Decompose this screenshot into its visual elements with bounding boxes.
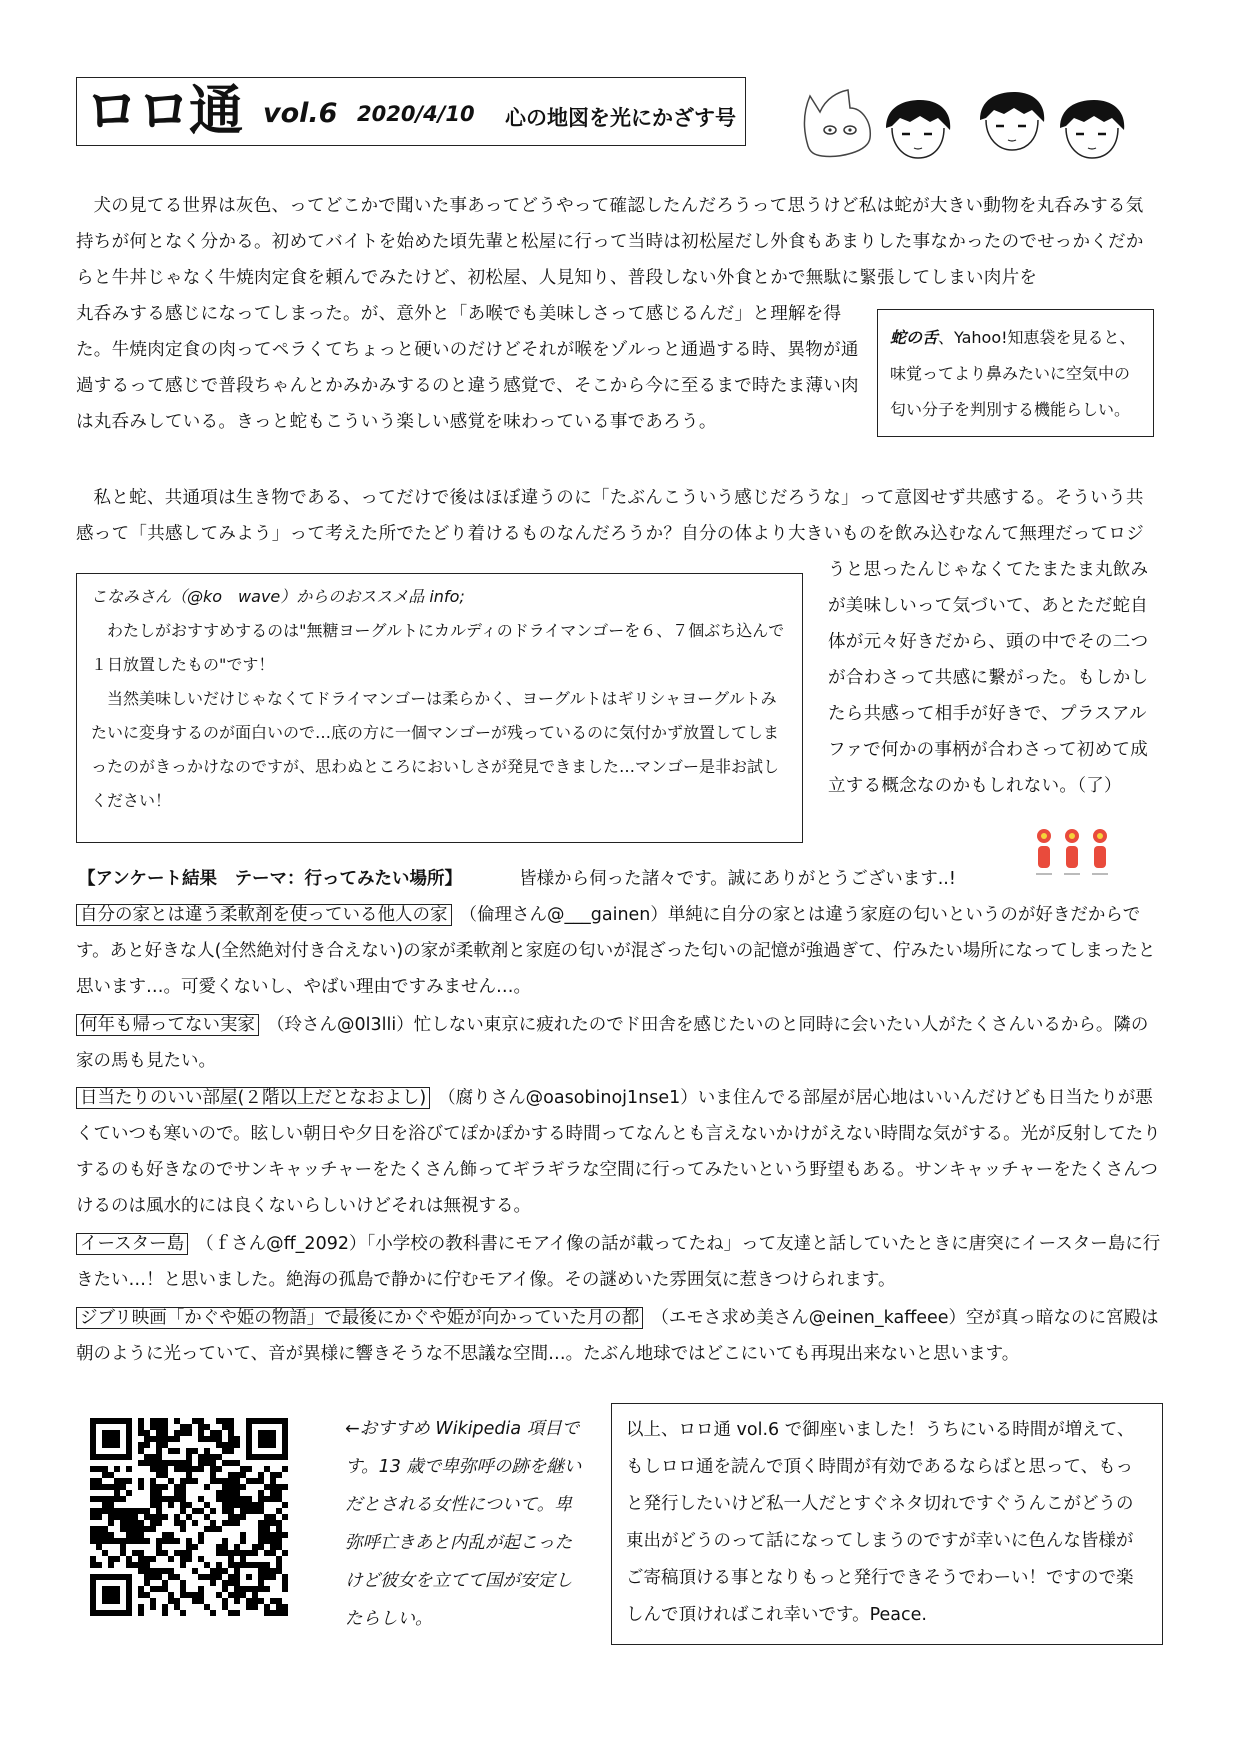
survey-header [78,864,1168,894]
issue-date: 2020/4/10 [357,102,475,126]
masthead [76,77,746,146]
closing-message: 以上、ロロ通 vol.6 で御座いました！うちにいる時間が増えて、もしロロ通を読んで頂く時間が有効であるならばと思って、もっと発行したいけど私一人だとすぐネタ切れですぐうんこがどうの東出がどうのって話になってしまうのですが幸いに色んな皆様がご寄稿頂ける事となりもっと発行できそうでわーい！ですので楽しんで頂ければこれ幸いです。Peace. [626,1420,1135,1625]
survey-answer: 単純に自分の家とは違う家庭の匂いというのが好きだからです。あと好きな人(全然絶対付き合えない)の家が柔軟剤と家庭の匂いが混ざった匂いの記憶が強過ぎて、佇みたい場所になってしまったと思います…。可愛くないし、やばい理由ですみません…。 [76,905,1156,997]
survey-author: （玲さん@0l3lli） [267,1015,414,1035]
snake-note-keyword: 蛇の舌 [890,328,939,347]
newsletter-title: ロロ通 [85,79,241,142]
survey-answer: 空が真っ暗なのに宮殿は朝のように光っていて、音が異様に響きそうな不思議な空間…。たぶん地球ではどこにいても再現出来ないと思います。 [76,1308,1159,1364]
volume-label: vol.6 [263,98,338,129]
recommendation-body-2: 当然美味しいだけじゃなくてドライマンゴーは柔らかく、ヨーグルトはギリシャヨーグルトみたいに変身するのが面白いので…底の方に一個マンゴーが残っているのに気付かず放置してしまったのがきっかけなのですが、思わぬところにおいしさが発見できました…マンゴー是非お試しください！ [91,689,780,810]
survey-answer: いま住んでる部屋が居心地はいいんだけども日当たりが悪くていつも寒いので。眩しい朝日や夕日を浴びてぽかぽかする時間ってなんとも言えないかけがえない時間な気がする。光が反射してたりするのも好きなのでサンキャッチャーをたくさん飾ってギラギラな空間に行ってみたいという野望もある。サンキャッチャーをたくさんつけるのは風水的には良くないらしいけどそれは無視する。 [76,1088,1161,1216]
survey-intro: 皆様から伺った諸々です。誠にありがとうございます..! [519,869,956,889]
recommendation-body-1: わたしがおすすめするのは"無糖ヨーグルトにカルディのドライマンゴーを６、７個ぶち込んで１日放置したもの"です！ [91,621,785,674]
article-paragraph-2 [76,480,1160,552]
recommendation-box [76,573,803,843]
face-doodle-icon [1054,98,1130,162]
closing-message-box [611,1403,1163,1645]
survey-topic: 何年も帰ってない実家 [76,1014,259,1036]
article-paragraph-2-continued: うと思ったんじゃなくてたまたま丸飲みが美味しいって気づいて、あとただ蛇自体が元々好きだから、頭の中でその二つが合わさって共感に繋がった。もしかしたら共感って相手が好きで、プラスアルファで何かの事柄が合わさって初めて成立する概念なのかもしれない。（了） [828,560,1149,796]
survey-topic: 日当たりのいい部屋(２階以上だとなおよし) [76,1087,430,1109]
survey-author: （ｆさん@ff_2092） [196,1234,367,1254]
survey-item [76,1080,1162,1224]
survey-topic: イースター島 [76,1233,188,1255]
face-doodle-icon [880,98,956,162]
snake-note-text: 、Yahoo!知恵袋を見ると、味覚ってより鼻みたいに空気中の匂い分子を判別する機能らしい。 [890,328,1136,419]
article-paragraph-1-continued: 丸呑みする感じになってしまった。が、意外と「あ喉でも美味しさって感じるんだ」と理解を得た。牛焼肉定食の肉ってペラくてちょっと硬いのだけどそれが喉をゾルっと通過する時、異物が通過するって感じで普段ちゃんとかみかみするのと違う感覚で、そこから今に至るまで時たま薄い肉は丸呑みしている。きっと蛇もこういう楽しい感覚を味わっている事であろう。 [76,304,859,432]
survey-item [76,897,1162,1005]
survey-topic: 自分の家とは違う柔軟剤を使っている他人の家 [76,904,452,926]
survey-author: （腐りさん@oasobinoj1nse1） [438,1088,698,1108]
survey-answer: 「小学校の教科書にモアイ像の話が載ってたね」って友達と話していたときに唐突にイースター島に行きたい…！と思いました。絶海の孤島で静かに佇むモアイ像。その謎めいた雰囲気に惹きつけられます。 [76,1234,1161,1290]
survey-author: （倫理さん@___gainen） [459,905,668,925]
survey-heading: 【アンケート結果 テーマ：行ってみたい場所】 [78,869,462,889]
article-paragraph-1-text: 犬の見てる世界は灰色、ってどこかで聞いた事あってどうやって確認したんだろうって思うけど私は蛇が大きい動物を丸呑みする気持ちが何となく分かる。初めてバイトを始めた頃先輩と松屋に行って当時は初松屋だし外食もあまりした事なかったのでせっかくだからと牛丼じゃなく牛焼肉定食を頼んでみたけど、初松屋、人見知り、普段しない外食とかで無駄に緊張してしまい肉片を [76,196,1144,288]
survey-item [76,1007,1162,1079]
article-paragraph-2-text: 私と蛇、共通項は生き物である、ってだけで後はほぼ違うのに「たぶんこういう感じだろうな」って意図せず共感する。そういう共感って「共感してみよう」って考えた所でたどり着けるものなんだろうか？自分の体より大きいものを飲み込むなんて無理だってロジ [76,488,1144,544]
snake-tongue-note [877,309,1154,437]
wikipedia-note: ←おすすめ Wikipedia 項目です。13 歳で卑弥呼の跡を継いだとされる女性について。卑弥呼亡きあと内乱が起こったけど彼女を立てて国が安定したらしい。 [345,1419,582,1629]
face-doodle-icon [974,90,1050,154]
qr-code-icon[interactable] [90,1418,288,1616]
survey-item [76,1300,1162,1372]
rabbit-doodle-icon [800,86,878,160]
article-paragraph-1 [76,188,1160,296]
survey-answer: 忙しない東京に疲れたのでド田舎を感じたいのと同時に会いたい人がたくさんいるから。隣の家の馬も見たい。 [76,1015,1149,1071]
issue-tagline: 心の地図を光にかざす号 [505,106,736,130]
recommendation-heading: こなみさん（@ko wave）からのおススメ品 info; [91,587,465,606]
survey-item [76,1226,1162,1298]
survey-topic: ジブリ映画「かぐや姫の物語」で最後にかぐや姫が向かっていた月の都 [76,1307,643,1329]
survey-author: （エモさ求め美さん@einen_kaffeee） [651,1308,967,1328]
